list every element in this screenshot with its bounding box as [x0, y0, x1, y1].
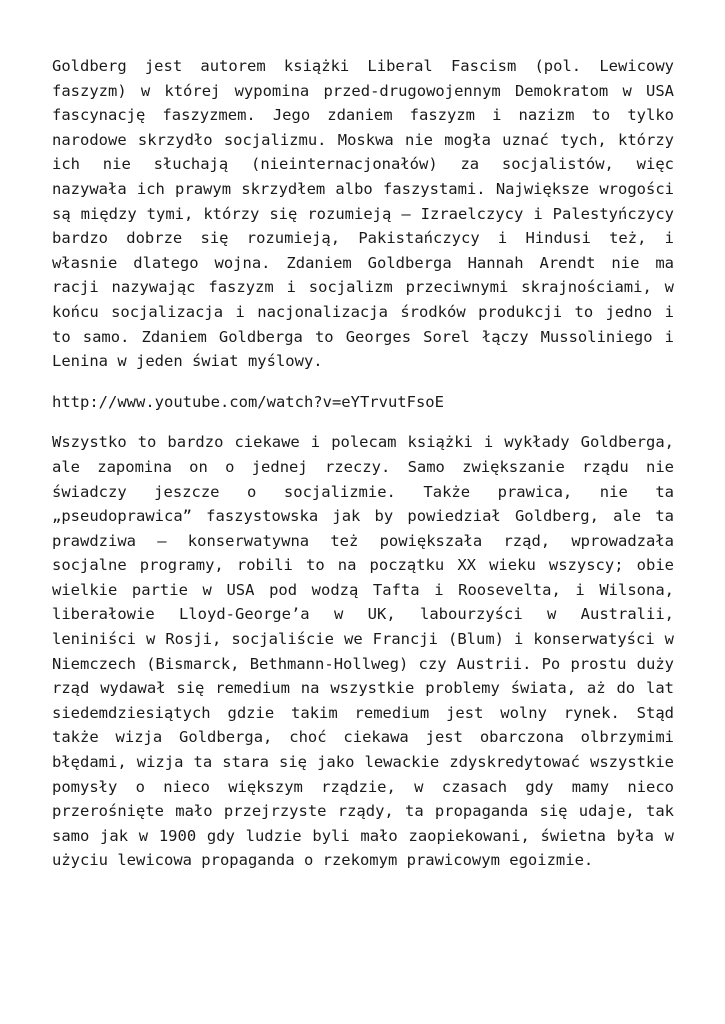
youtube-link[interactable]: http://www.youtube.com/watch?v=eYTrvutFsoE — [52, 392, 444, 411]
document-page — [52, 54, 674, 889]
paragraph-commentary: Wszystko to bardzo ciekawe i polecam książki i wykłady Goldberga, ale zapomina on o jednej rzeczy. Samo zwiększanie rządu nie świadczy jeszcze o socjalizmie. Także prawica, nie ta „pseudoprawica” faszystowska jak by powiedział Goldberg, ale ta prawdziwa – konserwatywna też powiększała rząd, wprowadzała socjalne programy, robili to na początku XX wieku wszyscy; obie wielkie partie w USA pod wodzą Tafta i Roosevelta, i Wilsona, liberałowie Lloyd-George’a w UK, labourzyści w Australii, leniniści w Rosji, socjaliście we Francji (Blum) i konserwatyści w Niemczech (Bismarck, Bethmann-Hollweg) czy Austrii. Po prostu duży rząd wydawał się remedium na wszystkie problemy świata, aż do lat siedemdziesiątych gdzie takim remedium jest wolny rynek. Stąd także wizja Goldberga, choć ciekawa jest obarczona olbrzymimi błędami, wizja ta stara się jako lewackie zdyskredytować wszystkie pomysły o nieco większym rządzie, w czasach gdy mamy nieco przerośnięte mało przejrzyste rządy, ta propaganda się udaje, tak samo jak w 1900 gdy ludzie byli mało zaopiekowani, świetna była w użyciu lewicowa propaganda o rzekomym prawicowym egoizmie. — [52, 433, 674, 870]
paragraph-goldberg-liberal-fascism: Goldberg jest autorem książki Liberal Fascism (pol. Lewicowy faszyzm) w której wypomina przed-drugowojennym Demokratom w USA fascynację faszyzmem. Jego zdaniem faszyzm i nazizm to tylko narodowe skrzydło socjalizmu. Moskwa nie mogła uznać tych, którzy ich nie słuchają (nieinternacjonałów) za socjalistów, więc nazywała ich prawym skrzydłem albo faszystami. Największe wrogości są między tymi, którzy się rozumieją – Izraelczycy i Palestyńczycy bardzo dobrze się rozumieją, Pakistańczycy i Hindusi też, i własnie dlatego wojna. Zdaniem Goldberga Hannah Arendt nie ma racji nazywając faszyzm i socjalizm przeciwnymi skrajnościami, w końcu socjalizacja i nacjonalizacja środków produkcji to jedno i to samo. Zdaniem Goldberga to Georges Sorel łączy Mussoliniego i Lenina w jeden świat myślowy. — [52, 57, 674, 371]
